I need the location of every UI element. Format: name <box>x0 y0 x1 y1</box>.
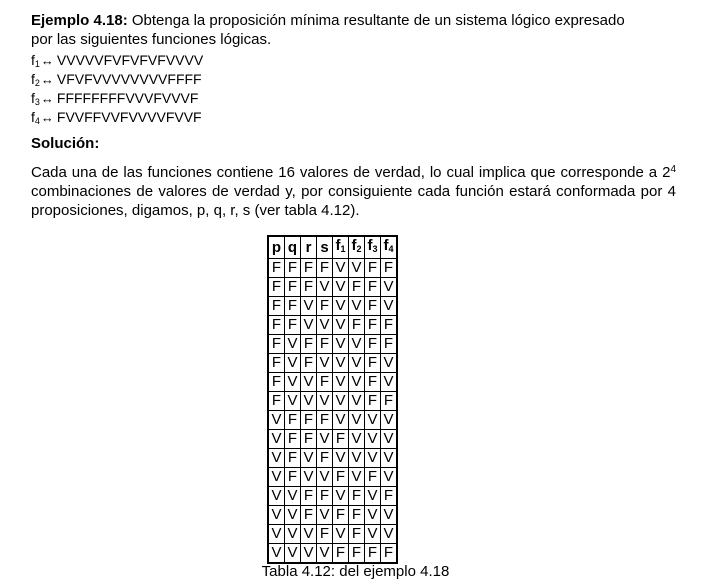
table-cell: V <box>301 468 317 487</box>
table-cell: F <box>301 259 317 278</box>
table-cell: F <box>285 449 301 468</box>
table-caption <box>0 563 715 581</box>
table-cell: F <box>349 506 365 525</box>
table-cell: V <box>317 430 333 449</box>
table-cell: F <box>365 335 381 354</box>
table-cell: V <box>317 392 333 411</box>
function-values: FVVFFVVFVVVVFVVF <box>56 109 202 125</box>
table-cell: V <box>333 354 349 373</box>
truth-table <box>268 236 397 563</box>
table-row <box>269 487 397 506</box>
biconditional-arrow-icon: ↔ <box>40 72 54 87</box>
function-subscript: 4 <box>34 116 40 126</box>
column-header-subscript: 1 <box>340 244 346 254</box>
table-cell: F <box>365 259 381 278</box>
table-cell: F <box>269 392 285 411</box>
table-cell: V <box>333 373 349 392</box>
function-name: f <box>31 52 35 68</box>
column-header-label: f <box>383 237 389 254</box>
function-name: f <box>31 90 35 106</box>
solution-heading: Solución: <box>31 135 100 152</box>
table-cell: F <box>285 259 301 278</box>
table-row <box>269 297 397 316</box>
table-cell: V <box>285 335 301 354</box>
table-cell: V <box>365 449 381 468</box>
table-cell: V <box>317 468 333 487</box>
table-cell: F <box>285 468 301 487</box>
table-row <box>269 392 397 411</box>
column-header <box>301 237 317 259</box>
column-header <box>365 237 381 259</box>
table-cell: V <box>301 525 317 544</box>
table-row <box>269 316 397 335</box>
table-row <box>269 544 397 563</box>
table-cell: V <box>269 411 285 430</box>
table-row <box>269 468 397 487</box>
table-cell: F <box>333 506 349 525</box>
table-cell: V <box>301 297 317 316</box>
solution-text-a: Cada una de las funciones contiene 16 valores de verdad, lo cual implica que corresponde a 2 <box>31 164 671 181</box>
table-row <box>269 411 397 430</box>
table-row <box>269 506 397 525</box>
table-row <box>269 259 397 278</box>
table-cell: V <box>269 449 285 468</box>
table-cell: V <box>333 278 349 297</box>
table-cell: F <box>269 297 285 316</box>
column-header-label: q <box>287 238 298 256</box>
table-cell: V <box>285 487 301 506</box>
table-cell: V <box>317 316 333 335</box>
table-cell: F <box>349 525 365 544</box>
table-cell: V <box>349 411 365 430</box>
function-values: FFFFFFFFVVVFVVVF <box>56 90 199 106</box>
column-header <box>317 237 333 259</box>
table-cell: F <box>349 544 365 563</box>
table-cell: V <box>333 525 349 544</box>
table-cell: V <box>333 316 349 335</box>
table-cell: V <box>349 354 365 373</box>
biconditional-arrow-icon: ↔ <box>40 53 54 68</box>
table-cell: F <box>381 392 397 411</box>
function-subscript: 1 <box>34 59 40 69</box>
table-cell: F <box>301 335 317 354</box>
table-cell: F <box>317 259 333 278</box>
table-cell: V <box>317 506 333 525</box>
table-cell: F <box>285 297 301 316</box>
solution-text-b: combinaciones de valores de verdad y, por consiguiente cada función estará conformada por 4 proposiciones, digamos, p, q, r, s (ver tabla 4.12). <box>31 183 676 219</box>
table-cell: F <box>317 335 333 354</box>
table-cell: F <box>381 316 397 335</box>
table-cell: V <box>349 430 365 449</box>
column-header-label: f <box>351 237 357 254</box>
table-cell: V <box>365 525 381 544</box>
table-cell: V <box>333 297 349 316</box>
column-header-subscript: 3 <box>372 244 378 254</box>
table-cell: F <box>317 487 333 506</box>
table-cell: V <box>381 373 397 392</box>
function-name: f <box>31 71 35 87</box>
table-cell: F <box>365 544 381 563</box>
truth-table-header-row <box>269 237 397 259</box>
table-cell: F <box>285 430 301 449</box>
table-cell: V <box>333 411 349 430</box>
example-statement-1: Obtenga la proposición mínima resultante de un sistema lógico expresado <box>131 12 625 29</box>
table-cell: V <box>365 430 381 449</box>
table-cell: F <box>301 430 317 449</box>
table-row <box>269 525 397 544</box>
table-cell: V <box>381 411 397 430</box>
table-cell: V <box>269 468 285 487</box>
table-cell: F <box>365 392 381 411</box>
table-cell: V <box>301 392 317 411</box>
table-cell: F <box>301 411 317 430</box>
table-cell: V <box>285 525 301 544</box>
table-cell: F <box>301 506 317 525</box>
table-cell: V <box>301 449 317 468</box>
table-cell: V <box>269 487 285 506</box>
table-row <box>269 449 397 468</box>
table-cell: V <box>381 354 397 373</box>
table-cell: V <box>285 373 301 392</box>
column-header <box>349 237 365 259</box>
table-cell: V <box>317 354 333 373</box>
table-cell: F <box>269 278 285 297</box>
table-cell: V <box>381 525 397 544</box>
table-cell: V <box>381 468 397 487</box>
table-cell: V <box>301 316 317 335</box>
column-header-subscript: 2 <box>356 244 362 254</box>
table-cell: V <box>381 506 397 525</box>
table-row <box>269 373 397 392</box>
solution-exponent: 4 <box>670 164 676 175</box>
table-cell: F <box>333 468 349 487</box>
function-f4 <box>31 108 202 130</box>
table-cell: V <box>301 373 317 392</box>
column-header-label: r <box>305 238 312 256</box>
table-cell: F <box>317 411 333 430</box>
table-cell: V <box>301 544 317 563</box>
function-subscript: 3 <box>34 97 40 107</box>
example-statement-2: por las siguientes funciones lógicas. <box>31 31 272 48</box>
column-header-label: f <box>367 237 373 254</box>
column-header <box>269 237 285 259</box>
table-cell: V <box>381 297 397 316</box>
column-header-subscript: 4 <box>388 244 394 254</box>
table-cell: V <box>285 354 301 373</box>
table-cell: F <box>349 278 365 297</box>
table-cell: F <box>349 316 365 335</box>
table-cell: F <box>285 316 301 335</box>
table-cell: F <box>381 544 397 563</box>
table-cell: F <box>317 373 333 392</box>
column-header <box>285 237 301 259</box>
biconditional-arrow-icon: ↔ <box>40 91 54 106</box>
table-cell: F <box>381 487 397 506</box>
table-cell: F <box>365 373 381 392</box>
table-cell: V <box>317 544 333 563</box>
function-name: f <box>31 109 35 125</box>
table-cell: F <box>317 525 333 544</box>
table-cell: V <box>349 335 365 354</box>
table-cell: V <box>333 449 349 468</box>
table-cell: V <box>317 278 333 297</box>
function-values: VFVFVVVVVVVVFFFF <box>56 71 202 87</box>
table-caption-text: Tabla 4.12: del ejemplo 4.18 <box>261 563 450 580</box>
table-cell: F <box>301 354 317 373</box>
column-header-label: p <box>271 238 282 256</box>
table-cell: F <box>317 449 333 468</box>
table-cell: V <box>381 430 397 449</box>
table-cell: V <box>269 525 285 544</box>
table-cell: F <box>333 430 349 449</box>
table-cell: F <box>301 278 317 297</box>
example-line-1 <box>31 12 625 30</box>
table-cell: V <box>333 392 349 411</box>
table-cell: F <box>269 335 285 354</box>
function-subscript: 2 <box>34 78 40 88</box>
table-cell: F <box>365 354 381 373</box>
table-cell: V <box>269 430 285 449</box>
column-header-label: s <box>320 238 329 256</box>
table-cell: V <box>381 449 397 468</box>
table-cell: F <box>333 544 349 563</box>
table-row <box>269 354 397 373</box>
table-row <box>269 335 397 354</box>
table-cell: V <box>349 468 365 487</box>
column-header-label: f <box>335 237 341 254</box>
table-cell: V <box>381 278 397 297</box>
table-cell: V <box>349 392 365 411</box>
table-cell: F <box>365 297 381 316</box>
table-cell: V <box>285 506 301 525</box>
table-cell: V <box>285 392 301 411</box>
table-cell: F <box>301 487 317 506</box>
function-values: VVVVVFVFVFVFVVVV <box>56 52 204 68</box>
table-cell: V <box>365 506 381 525</box>
column-header <box>381 237 397 259</box>
table-row <box>269 278 397 297</box>
table-cell: F <box>269 259 285 278</box>
table-cell: V <box>349 259 365 278</box>
example-line-2 <box>31 31 271 49</box>
table-cell: F <box>317 297 333 316</box>
table-cell: F <box>269 316 285 335</box>
table-cell: F <box>365 278 381 297</box>
table-cell: F <box>381 335 397 354</box>
table-cell: F <box>365 316 381 335</box>
table-cell: F <box>269 373 285 392</box>
table-cell: V <box>365 411 381 430</box>
example-heading: Ejemplo 4.18: <box>31 12 128 29</box>
table-cell: V <box>365 487 381 506</box>
table-cell: V <box>333 335 349 354</box>
table-cell: V <box>333 487 349 506</box>
table-cell: F <box>285 278 301 297</box>
table-cell: F <box>381 259 397 278</box>
column-header <box>333 237 349 259</box>
table-cell: F <box>349 487 365 506</box>
table-cell: F <box>269 354 285 373</box>
table-cell: V <box>333 259 349 278</box>
biconditional-arrow-icon: ↔ <box>40 110 54 125</box>
table-cell: V <box>269 506 285 525</box>
solution-paragraph <box>31 163 676 220</box>
table-cell: V <box>349 449 365 468</box>
table-cell: F <box>365 468 381 487</box>
table-cell: V <box>349 297 365 316</box>
table-cell: V <box>349 373 365 392</box>
table-cell: V <box>269 544 285 563</box>
table-cell: F <box>285 411 301 430</box>
table-cell: V <box>285 544 301 563</box>
table-row <box>269 430 397 449</box>
